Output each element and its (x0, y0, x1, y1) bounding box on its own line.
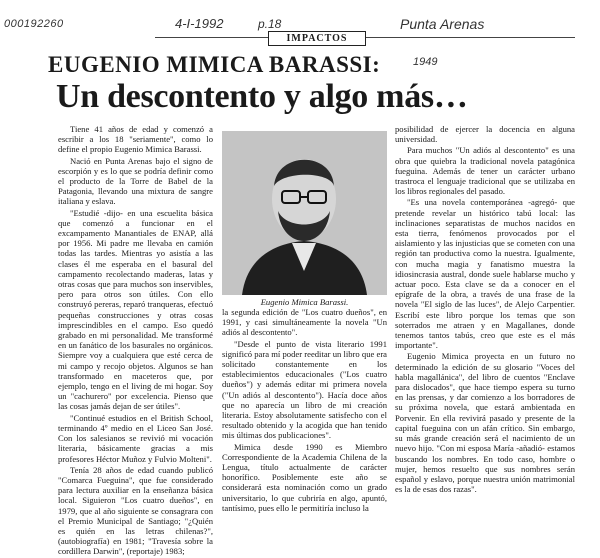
article-title: Un descontento y algo más… (56, 78, 468, 115)
handwritten-page: p.18 (258, 17, 282, 31)
handwritten-date: 4-I-1992 (175, 16, 224, 31)
paragraph: Tenía 28 años de edad cuando publicó "Comarca Fueguina", que fue considerado para lectura auxiliar en la enseñanza básica local. Siguieron "Los cuatro dueños", en 1979, que al año siguiente se consagrara con el Premio Municipal de Santiago; "¿Quién es quién en las letras chilenas?", (autobiografía) en 1981; "Travesía sobre la cordillera Darwin", (reportaje) 1983; (58, 464, 213, 557)
paragraph: "Continué estudios en el British School, terminando 4º medio en el Liceo San José. Con los salesianos se revivió mi vocación literaria, básicamente gracias a mis profesores Héctor Muñoz y Fulvio Molteni". (58, 412, 213, 464)
paragraph: Mimica desde 1990 es Miembro Correspondiente de la Academia Chilena de la Lengua, título actualmente de carácter honorífico. Posiblemente este año se considerará esta nominación como un grado universitario, lo que cubriría en algo, apuntó, tantísimo, pues ello le permitiría incluso la (222, 441, 387, 513)
paragraph: "Estudié -dijo- en una escuelita básica que comenzó a funcionar en el excampamento Manantiales de ENAP, allá por 1956. Mi padre me llevaba en camión todas las tardes. Mientras yo asistía a las clases él me esperaba en el basural del campamento recolectando maderas, latas y otras cosas que para muchos son inservibles, pero para otros son útiles. Con ello construyó pereras, reparó tranqueras, efectuó pequeñas construcciones y otras cosas imprescindibles en el campo. Eso quedó grabado en mi personalidad. Me transformé en un fanático de los basurales no orgánicos. Siempre voy a cualquiera que esté cerca de mi campo y recojo objetos. Algunos se han transformado en maceteros que, por ejemplo, tengo en el living de mi hogar. Soy un "cachurero" por excelencia. Pienso que las cosas jamás dejan de ser útiles". (58, 207, 213, 412)
handwritten-city: Punta Arenas (400, 16, 485, 32)
paragraph: Para muchos "Un adiós al descontento" es una obra que quiebra la tradicional novela patagónica fueguina. Además de tener un carácter urbano trastroca el lenguaje tradicional que se utilizaba en los libros regionales del pasado. (395, 145, 575, 197)
portrait-image (222, 131, 387, 295)
column-2 (222, 307, 387, 514)
column-3 (395, 124, 575, 495)
column-1 (58, 124, 213, 558)
paragraph: "Desde el punto de vista literario 1991 significó para mí poder reeditar un libro que era solicitado constantemente en los establecimientos educacionales ("Los cuatro dueños") y además editar mi primera novela ("Un adiós al descontento"). Hacía doce años que no aparecía un libro de mi creación literaria. Estoy absolutamente satisfecho con el resultado obtenido y la acogida que han tenido mis últimas dos publicaciones". (222, 338, 387, 441)
paragraph: posibilidad de ejercer la docencia en alguna universidad. (395, 124, 575, 145)
paragraph: Eugenio Mimica proyecta en un futuro no determinado la edición de su glosario "Voces del habla magallánica", del libro de cuentos "Enclave para dislocados", que hace tiempo espera su turno en las prensas, y dar comienzo a los borradores de su próxima novela, que estará ambientada en Porvenir. En ella revivirá pasado y presente de la capital fueguina con un afán crítico. Sin embargo, su más grande creación será el nacimiento de un nuevo hijo. "Con mi esposa María -añadió- estamos buscando los nombres. En todo caso, hombre o mujer, hemos resuelto que sus nombres serán español y eslavo, porque nuestra unión matrimonial es la de esas dos razas". (395, 351, 575, 495)
handwritten-year: 1949 (413, 56, 438, 68)
section-label: IMPACTOS (268, 31, 366, 46)
article-headline: EUGENIO MIMICA BARASSI: (48, 52, 381, 77)
photo-caption: Eugenio Mimica Barassi. (260, 297, 349, 307)
handwritten-archive-code: 000192260 (4, 18, 64, 30)
paragraph: Tiene 41 años de edad y comenzó a escribir a los 18 "seriamente", como lo define el propio Eugenio Mimica Barassi. (58, 124, 213, 155)
paragraph: la segunda edición de "Los cuatro dueños", en 1991, y casi simultáneamente la novela "Un adiós al descontento". (222, 307, 387, 338)
portrait-photo (222, 131, 387, 295)
paragraph: "Es una novela contemporánea -agregó- que pretende revelar un histórico tabú local: las inclinaciones separatistas de muchos nacidos en esta tierra, fenómenos provocados por el aislamiento y las injusticias que se cometen con una región tan productiva como la nuestra. Igualmente, con mucha magia y fanatismo muestra la idiosincrasia austral, donde suele hablarse mucho y actuar poco. Esta clave se da a conocer en el epígrafe de la obra, a través de una frase de la novela "El siglo de las luces", de Alejo Carpentier. Escribí este libro porque los temas que son soterrados me atraen y en Magallanes, donde tenemos tantos tabús, creo que este es el más importante". (395, 197, 575, 351)
paragraph: Nació en Punta Arenas bajo el signo de escorpión y es lo que se podría definir como el producto de la Torre de Babel de la Patagonia, llevando una mixtura de sangre italiana y eslava. (58, 155, 213, 207)
